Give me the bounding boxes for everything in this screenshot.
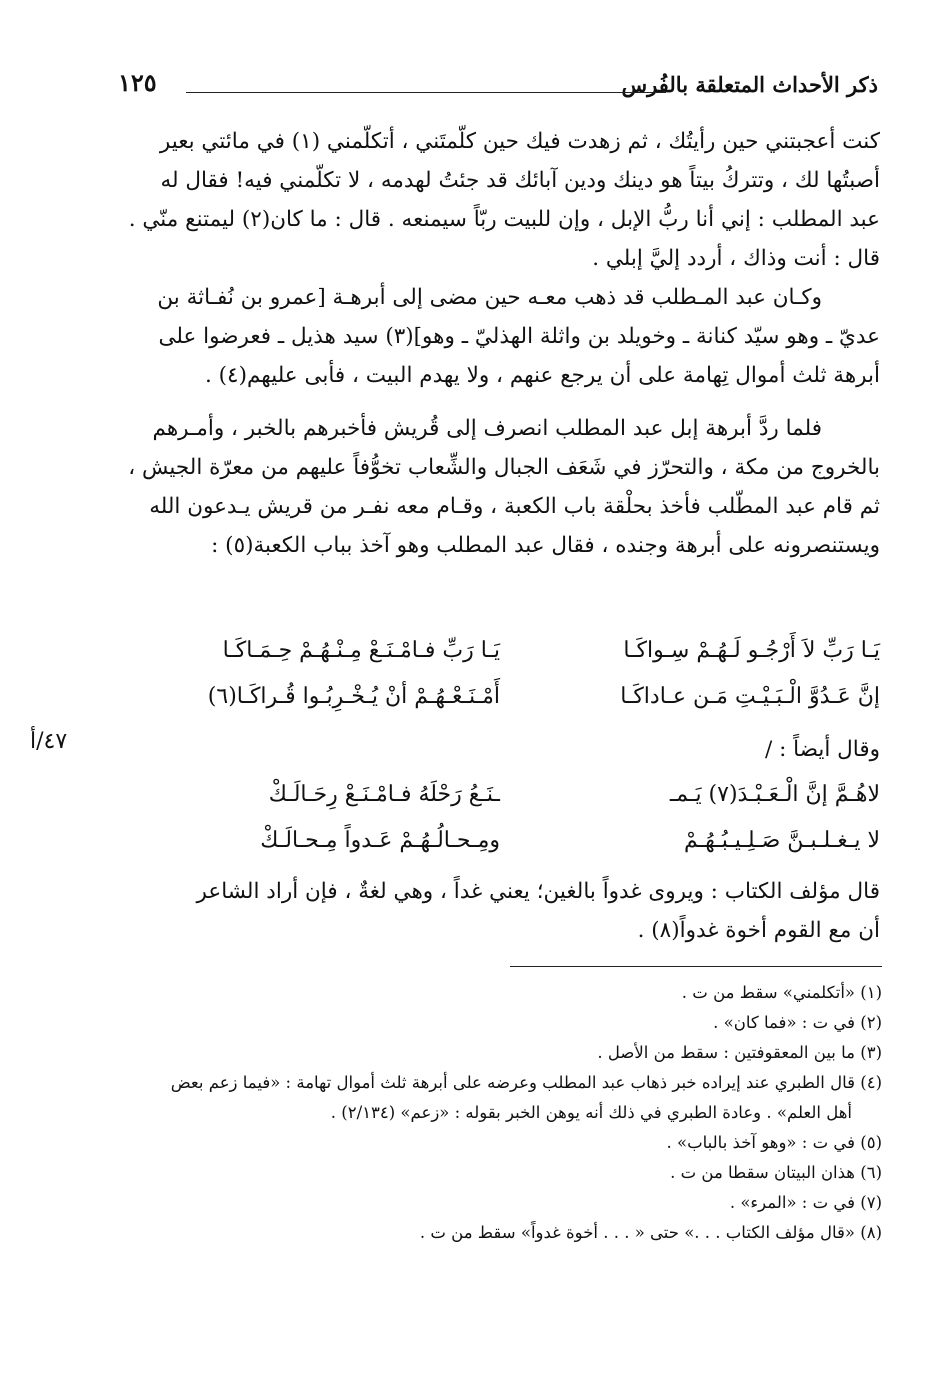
- running-title: ذكر الأحداث المتعلقة بالفُرس: [621, 72, 878, 97]
- footnote: (٤) قال الطبري عند إيراده خبر ذهاب عبد المطلب وعرضه على أبرهة ثلث أموال تهامة : «فيما زعم بعض: [170, 1073, 882, 1092]
- text-line: فلما ردَّ أبرهة إبل عبد المطلب انصرف إلى قُريش فأخبرهم بالخبر ، وأمـرهم: [152, 416, 822, 441]
- hemistich-right: إنَّ عَـدُوَّ الْـبَـيْـتِ مَـن عـاداكَـا: [620, 684, 880, 709]
- footnotes: [110, 978, 882, 1248]
- text-line: قال : أنت وذاك ، أردد إليَّ إبلي .: [592, 246, 880, 271]
- hemistich-left: يَـا رَبِّ فـامْـنَـعْ مِـنْـهُـمْ حِـمَـاكَـا: [222, 638, 500, 663]
- text-line: وقال أيضاً : /: [765, 737, 880, 762]
- main-text: [120, 122, 880, 565]
- footnote: (٦) هذان البيتان سقطا من ت .: [670, 1163, 882, 1182]
- footnote: (١) «أتكلمني» سقط من ت .: [681, 983, 882, 1002]
- footnote: (٨) «قال مؤلف الكتاب . . .» حتى « . . . أخوة غدواً» سقط من ت .: [419, 1223, 882, 1242]
- text-line: بالخروج من مكة ، والتحرّز في شَعَف الجبال والشِّعاب تخوُّفاً عليهم من معرّة الجيش ،: [128, 455, 880, 480]
- text-line: ثم قام عبد المطّلب فأخذ بحلْقة باب الكعبة ، وقـام معه نفـر من قريش يـدعون الله: [149, 494, 880, 519]
- verse: [118, 782, 880, 828]
- hemistich-left: أَمْـنَـعْـهُـمْ أنْ يُـخْـرِبُـوا قُـراكَـا(٦): [207, 684, 500, 709]
- text-line: أصبتُها لك ، وتتركُ بيتاً هو دينك ودين آبائك قد جئتُ لهدمه ، لا تكلّمني فيه! فقال له: [160, 168, 880, 193]
- text-line: أبرهة ثلث أموال تِهامة على أن يرجع عنهم ، ولا يهدم البيت ، فأبى عليهم(٤) .: [204, 363, 880, 388]
- footnote-separator: [510, 966, 882, 967]
- page-header: [118, 66, 878, 106]
- hemistich-right: لا يـغـلـبـنَّ صَـلِـيـبُـهُـمْ: [684, 828, 880, 853]
- hemistich-left: ـنَـعُ رَحْلَهُ فـامْـنَـعْ رِحَـالَـكْ: [268, 782, 500, 807]
- verse: [118, 828, 880, 874]
- main-text-continued: [120, 730, 880, 769]
- text-line: عديّ ـ وهو سيّد كنانة ـ وخويلد بن واثلة الهذليّ ـ وهو](٣) سيد هذيل ـ فعرضوا على: [158, 324, 880, 349]
- verse: [118, 638, 880, 684]
- footnote: (٢) في ت : «فما كان» .: [713, 1013, 882, 1032]
- hemistich-right: يَـا رَبِّ لاَ أَرْجُـو لَـهُـمْ سِـواكَـا: [623, 638, 880, 663]
- poem-block-2: [118, 782, 880, 874]
- hemistich-left: ومِـحـالُـهُـمْ عَـدواً مِـحـالَـكْ: [260, 828, 500, 853]
- footnote: (٧) في ت : «المرء» .: [729, 1193, 882, 1212]
- hemistich-right: لاهُـمَّ إنَّ الْـعَـبْـدَ(٧) يَـمـ: [669, 782, 880, 807]
- text-line: أن مع القوم أخوة غدواً(٨) .: [637, 918, 880, 943]
- text-line: وكـان عبد المـطلب قد ذهب معـه حين مضى إلى أبرهـة [عمرو بن نُفـاثة بن: [157, 285, 822, 310]
- header-rule: [186, 92, 666, 93]
- main-text-closing: [120, 872, 880, 950]
- poem-block-1: [118, 638, 880, 730]
- text-line: عبد المطلب : إني أنا ربُّ الإبل ، وإن للبيت ربّاً سيمنعه . قال : ما كان(٢) ليمتنع منّي .: [128, 207, 880, 232]
- text-line: قال مؤلف الكتاب : ويروى غدواً بالغين؛ يعني غداً ، وهي لغةٌ ، فإن أراد الشاعر: [196, 879, 880, 904]
- page-number: ١٢٥: [118, 68, 157, 97]
- footnote: (٣) ما بين المعقوفتين : سقط من الأصل .: [597, 1043, 882, 1062]
- margin-folio-note: ٤٧/أ: [30, 729, 68, 754]
- text-line: ويستنصرونه على أبرهة وجنده ، فقال عبد المطلب وهو آخذ بباب الكعبة(٥) :: [211, 533, 880, 558]
- text-line: كنت أعجبتني حين رأيتُك ، ثم زهدت فيك حين كلّمتَني ، أتكلّمني (١) في مائتي بعير: [159, 129, 880, 154]
- verse: [118, 684, 880, 730]
- footnote-continuation: أهل العلم» . وعادة الطبري في ذلك أنه يوهن الخبر بقوله : «زعم» (٢/١٣٤) .: [330, 1103, 852, 1122]
- footnote: (٥) في ت : «وهو آخذ بالباب» .: [666, 1133, 882, 1152]
